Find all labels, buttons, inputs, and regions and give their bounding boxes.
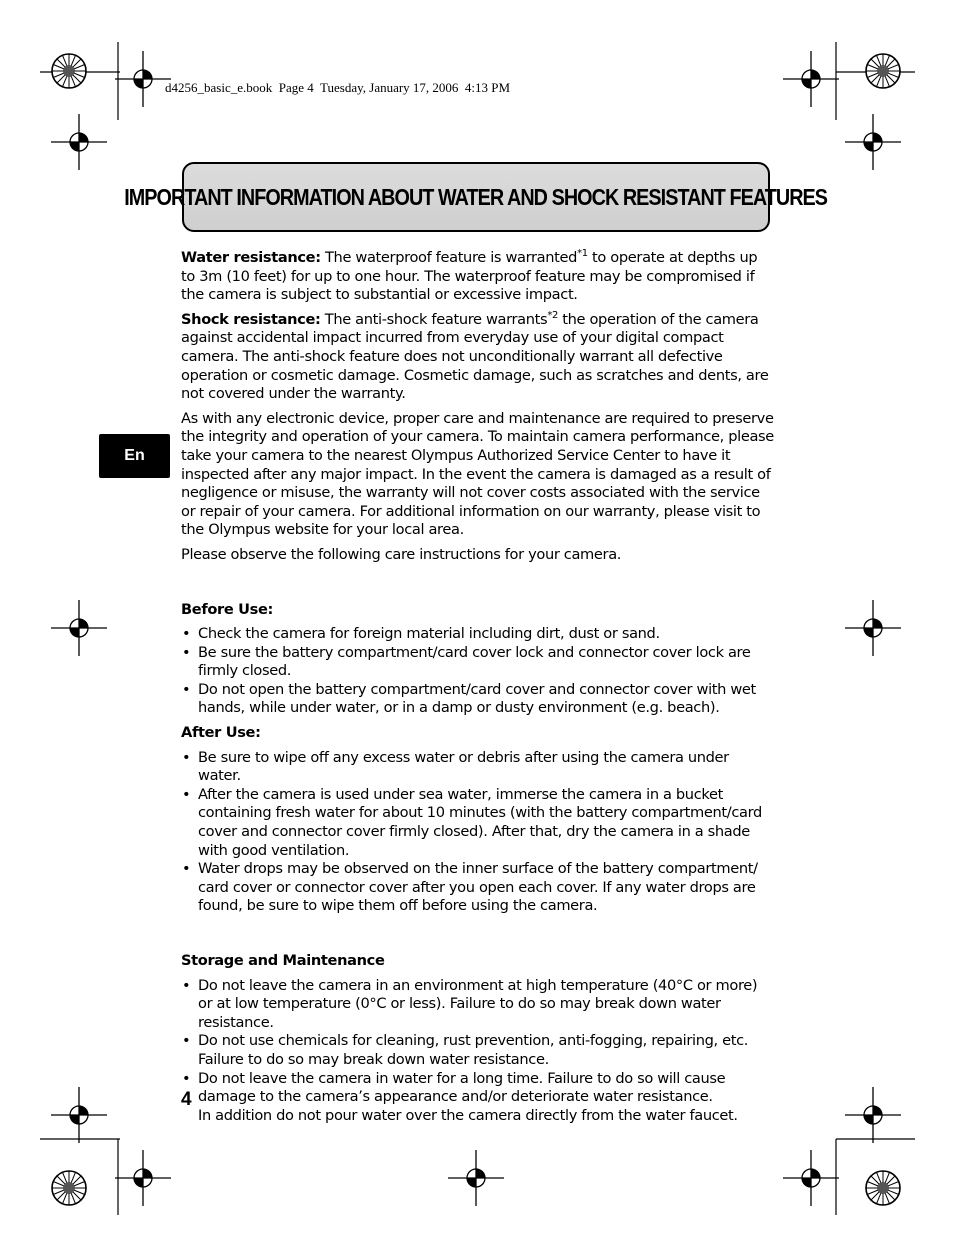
water-text-1: The waterproof feature is warranted	[320, 249, 578, 266]
list-item: • Do not leave the camera in an environment at high temperature (40°C or more) or at low temperature (0°C or less). Failure to do so may break down water resistance.	[181, 977, 775, 1033]
list-item: • Do not use chemicals for cleaning, rust prevention, anti-fogging, repairing, etc. Failure to do so may break down water resistance.	[181, 1032, 775, 1069]
list-item: • Check the camera for foreign material including dirt, dust or sand.	[181, 625, 775, 644]
list-item: • Water drops may be observed on the inner surface of the battery compartment/ card cover or connector cover after you open each cover. If any water drops are found, be sure to wipe them off before using the camera.	[181, 860, 775, 916]
footnote-ref-2: *2	[547, 309, 558, 321]
list-item: • Be sure to wipe off any excess water or debris after using the camera under water.	[181, 749, 775, 786]
book-header: d4256_basic_e.book Page 4 Tuesday, January 17, 2006 4:13 PM	[165, 80, 511, 95]
shock-text-2: the operation of the camera against accidental impact incurred from everyday use of your digital compact camera. The anti-shock feature does not unconditionally warrant all defective operation or cosmetic damage. Cosmetic damage, such as scratches and dents, are not covered under the warranty.	[181, 310, 769, 403]
water-resistance-paragraph	[181, 249, 775, 305]
list-item-text: Do not leave the camera in water for a long time. Failure to do so will cause damage to the camera’s appearance and/or deteriorate water resistance.	[198, 1069, 726, 1106]
storage-title: Storage and Maintenance	[181, 952, 385, 969]
main-content	[181, 249, 775, 1131]
list-item	[181, 1070, 775, 1126]
water-text-2: to operate at depths up to 3m (10 feet) for up to one hour. The waterproof feature may be compromised if the camera is subject to substantial or excessive impact.	[181, 249, 758, 304]
before-use-list	[181, 625, 775, 718]
page-number: 4	[181, 1089, 192, 1110]
before-use-title: Before Use:	[181, 600, 273, 618]
shock-text-1: The anti-shock feature warrants	[320, 310, 548, 328]
list-item: • After the camera is used under sea water, immerse the camera in a bucket containing fresh water for about 10 minutes (with the battery compartment/card cover and connector cover firmly closed). After that, dry the camera in a shade with good ventilation.	[181, 786, 775, 860]
list-item: • Be sure the battery compartment/card cover lock and connector cover lock are firmly closed.	[181, 644, 775, 681]
after-use-list	[181, 749, 775, 916]
language-tab: En	[99, 434, 170, 478]
section-banner	[124, 162, 828, 232]
storage-list	[181, 977, 775, 1126]
observe-paragraph: Please observe the following care instructions for your camera.	[181, 545, 622, 563]
list-item: • Do not open the battery compartment/card cover and connector cover with wet hands, while under water, or in a damp or dusty environment (e.g. beach).	[181, 681, 775, 718]
shock-resistance-label: Shock resistance:	[181, 310, 321, 328]
care-paragraph: As with any electronic device, proper care and maintenance are required to preserve the integrity and operation of your camera. To maintain camera performance, please take your camera to the nearest Olympus Authorized Service Center to have it inspected after any major impact. In the event the camera is damaged as a result of negligence or misuse, the warranty will not cover costs associated with the service or repair of your camera. For additional information on our warranty, please visit to the Olympus website for your local area.	[181, 409, 774, 539]
list-item-extra: In addition do not pour water over the camera directly from the water faucet.	[198, 1106, 738, 1124]
banner-title: IMPORTANT INFORMATION ABOUT WATER AND SHOCK RESISTANT FEATURES	[124, 183, 828, 210]
after-use-title: After Use:	[181, 724, 261, 742]
shock-resistance-paragraph	[181, 311, 775, 404]
water-resistance-label: Water resistance:	[181, 249, 321, 266]
footnote-ref-1: *1	[577, 248, 588, 259]
